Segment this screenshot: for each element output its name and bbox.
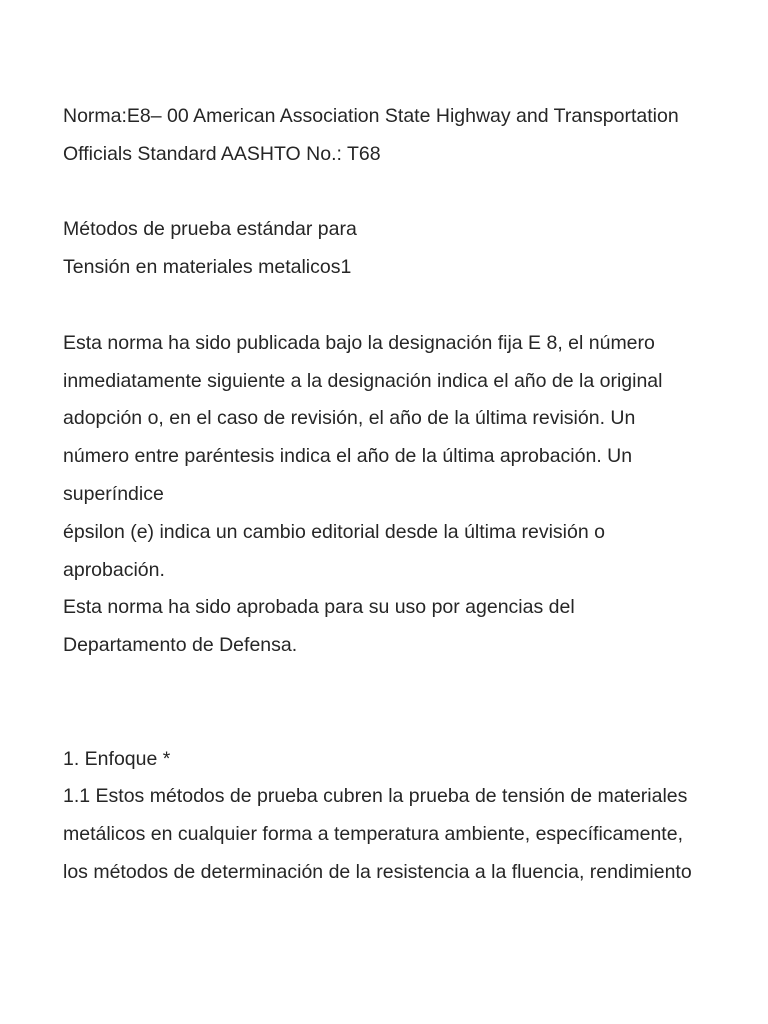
paragraph-line: metálicos en cualquier forma a temperatura ambiente, específicamente,: [63, 823, 683, 846]
intro-paragraph: [63, 325, 753, 665]
paragraph-line: aprobación.: [63, 558, 165, 581]
paragraph-line: los métodos de determinación de la resistencia a la fluencia, rendimiento: [63, 860, 692, 883]
paragraph-line: Esta norma ha sido aprobada para su uso por agencias del: [63, 596, 575, 619]
title-line: Tensión en materiales metalicos1: [63, 256, 352, 279]
paragraph-line: Departamento de Defensa.: [63, 634, 298, 657]
paragraph-line: adopción o, en el caso de revisión, el año de la última revisión. Un: [63, 407, 636, 430]
paragraph-line: Esta norma ha sido publicada bajo la designación fija E 8, el número: [63, 331, 655, 354]
document-page: [63, 98, 753, 892]
header-line: Norma:E8– 00 American Association State Highway and Transportation: [63, 105, 679, 127]
spacer: [63, 287, 753, 325]
paragraph-line: superíndice: [63, 482, 164, 505]
document-title: [63, 211, 753, 287]
paragraph-line: número entre paréntesis indica el año de la última aprobación. Un: [63, 445, 633, 468]
paragraph-line: épsilon (e) indica un cambio editorial desde la última revisión o: [63, 520, 605, 543]
title-line: Métodos de prueba estándar para: [63, 218, 357, 241]
section-scope: [63, 741, 753, 892]
paragraph-line: inmediatamente siguiente a la designación indica el año de la original: [63, 369, 663, 392]
spacer: [63, 174, 753, 212]
header-line: Officials Standard AASHTO No.: T68: [63, 142, 381, 165]
spacer: [63, 665, 753, 741]
paragraph-line: 1.1 Estos métodos de prueba cubren la prueba de tensión de materiales: [63, 785, 688, 808]
standard-header: [63, 98, 753, 174]
section-heading: 1. Enfoque *: [63, 747, 171, 770]
